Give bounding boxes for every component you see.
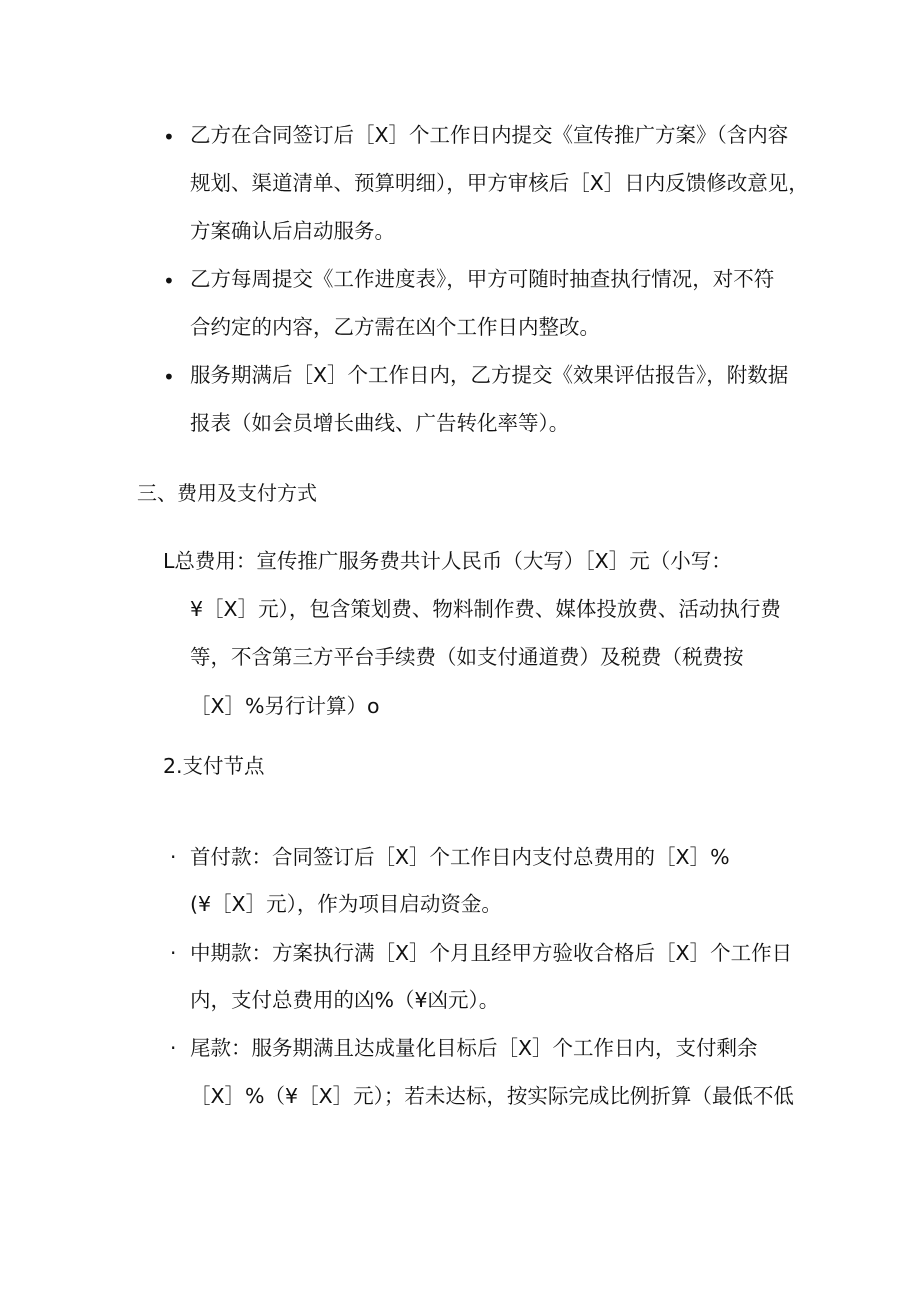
payment-2-line-2: 内，支付总费用的凶%（¥凶元）。 (190, 988, 500, 1012)
bullet-3-line-2: 报表（如会员增长曲线、广告转化率等）。 (190, 411, 570, 435)
bullet-marker: • (163, 125, 175, 149)
bullet-marker: · (170, 941, 177, 965)
total-fee-line-1: L总费用：宣传推广服务费共计人民币（大写）［X］元（小写： (163, 549, 732, 573)
bullet-2-line-1: 乙方每周提交《工作进度表》，甲方可随时抽查执行情况，对不符 (190, 267, 775, 291)
bullet-marker: · (170, 845, 177, 869)
total-fee-line-2: ¥［X］元），包含策划费、物料制作费、媒体投放费、活动执行费 (190, 597, 781, 621)
payment-3-line-2: ［X］%（¥［X］元）；若未达标，按实际完成比例折算（最低不低 (190, 1084, 794, 1108)
payment-1-line-1: 首付款：合同签订后［X］个工作日内支付总费用的［X］% (190, 845, 730, 869)
payment-nodes-heading: 2.支付节点 (163, 754, 265, 778)
section-heading-fees: 三、费用及支付方式 (137, 481, 317, 505)
payment-1-line-2: (¥［X］元），作为项目启动资金。 (190, 892, 502, 916)
bullet-1-line-2: 规划、渠道清单、预算明细），甲方审核后［X］日内反馈修改意见， (190, 171, 809, 195)
bullet-3-line-1: 服务期满后［X］个工作日内，乙方提交《效果评估报告》，附数据 (190, 363, 789, 387)
total-fee-line-3: 等，不含第三方平台手续费（如支付通道费）及税费（税费按 (190, 645, 744, 669)
bullet-marker: • (163, 269, 175, 293)
bullet-1-line-3: 方案确认后启动服务。 (190, 219, 395, 243)
bullet-2-line-2: 合约定的内容，乙方需在凶个工作日内整改。 (190, 315, 600, 339)
payment-3-line-1: 尾款：服务期满且达成量化目标后［X］个工作日内，支付剩余 (190, 1036, 758, 1060)
bullet-marker: · (170, 1036, 177, 1060)
bullet-marker: • (163, 365, 175, 389)
total-fee-line-4: ［X］%另行计算）o (190, 694, 380, 718)
payment-2-line-1: 中期款：方案执行满［X］个月且经甲方验收合格后［X］个工作日 (190, 941, 793, 965)
bullet-1-line-1: 乙方在合同签订后［X］个工作日内提交《宣传推广方案》（含内容 (190, 123, 789, 147)
